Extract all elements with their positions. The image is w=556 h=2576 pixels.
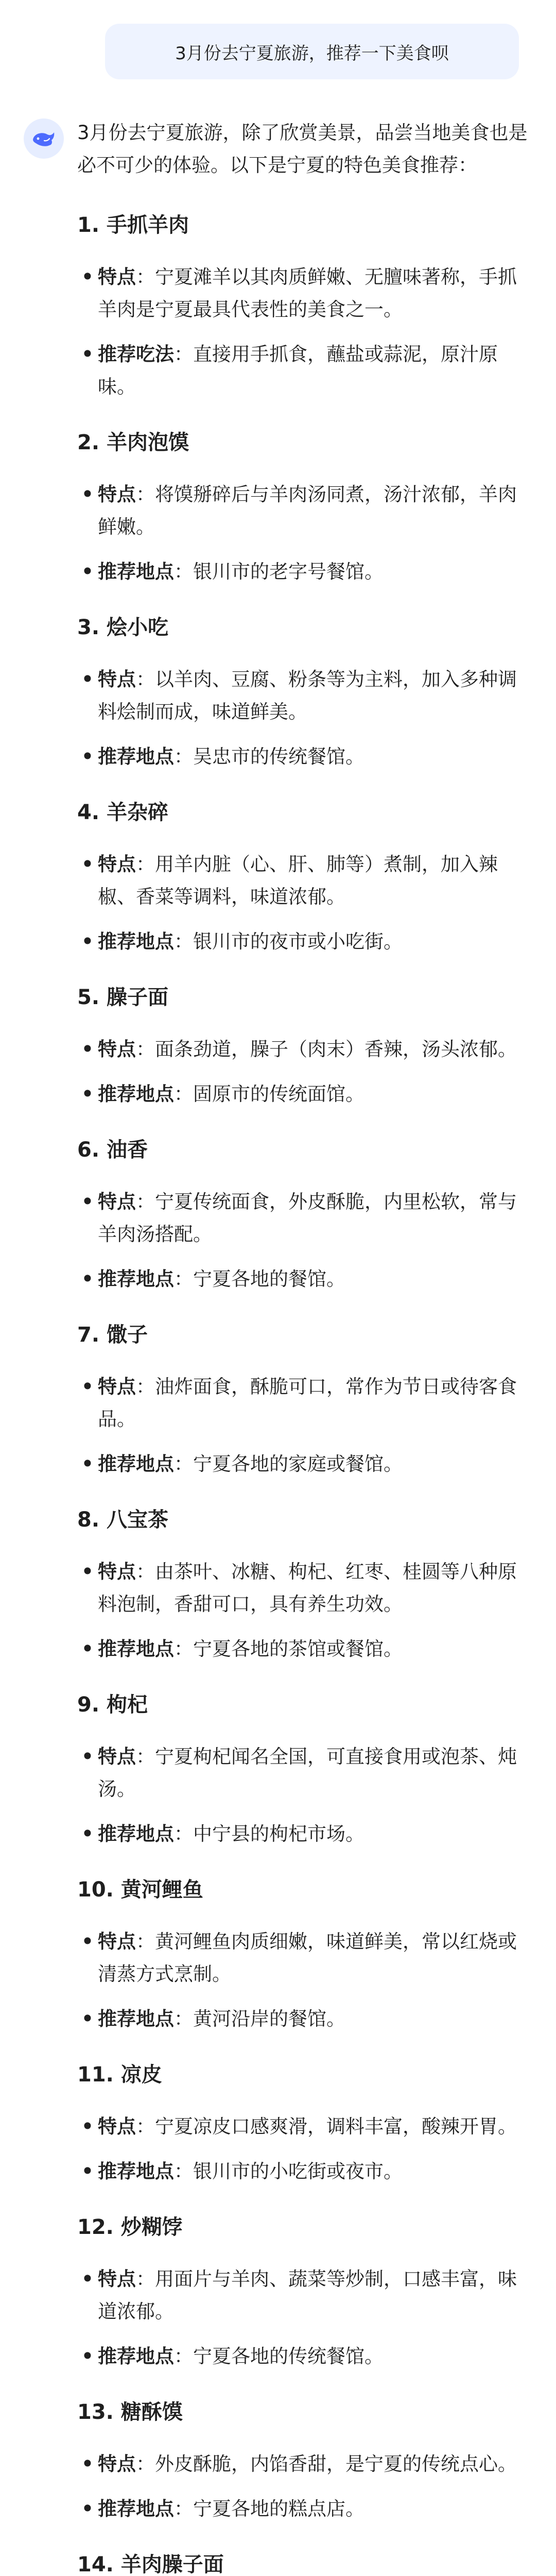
bullet-label: 特点 [98,2453,136,2475]
dish-title: 1. 手抓羊肉 [77,213,189,237]
bullet-item [77,2003,530,2035]
bullet-item [77,555,530,588]
bullet-label: 推荐地点 [98,930,174,953]
bullet-dot: • [81,1745,94,1768]
bullet-label: 推荐地点 [98,1823,174,1845]
bullet-body [98,1370,530,1435]
dish-section [77,1318,530,1480]
bullet-label: 特点 [98,1930,136,1953]
bullet-item [77,663,530,728]
dish-title: 7. 馓子 [77,1323,148,1347]
dish-section [77,2548,530,2576]
bullet-text: ：固原市的传统面馆。 [174,1083,364,1105]
whale-logo-icon [31,128,57,149]
dish-section [77,208,530,403]
bullet-body [98,1925,530,1990]
bullet-body [98,1263,530,1295]
bullet-body [98,663,530,728]
bullet-body [98,261,530,326]
bullet-label: 推荐地点 [98,745,174,768]
bullet-text: ：宁夏各地的餐馆。 [174,1268,345,1290]
bullet-label: 推荐地点 [98,1083,174,1105]
dish-title: 4. 羊杂碎 [77,801,168,824]
dish-title: 13. 糖酥馍 [77,2400,183,2424]
bullet-label: 特点 [98,266,136,288]
dish-title: 12. 炒糊饽 [77,2215,183,2239]
bullet-dot: • [81,853,94,875]
user-message-bubble [105,24,519,79]
bullet-text: ：吴忠市的传统餐馆。 [174,745,364,768]
bullet-text: ：用面片与羊肉、蔬菜等炒制，口感丰富，味道浓郁。 [98,2268,517,2323]
dish-title: 10. 黄河鲤鱼 [77,1878,203,1902]
bullet-body [98,1555,530,1620]
bullet-item [77,2155,530,2188]
bullet-dot: • [81,1268,94,1290]
bullet-text: ：中宁县的枸杞市场。 [174,1823,364,1845]
bullet-text: ：银川市的小吃街或夜市。 [174,2160,403,2182]
bullet-dot: • [81,1930,94,1953]
bullet-item [77,2493,530,2525]
bullet-text: ：油炸面食，酥脆可口，常作为节日或待客食品。 [98,1376,517,1430]
bullet-body [98,2155,530,2188]
bullet-text: ：宁夏各地的家庭或餐馆。 [174,1453,403,1475]
bullet-body [98,1033,530,1065]
dish-section [77,1873,530,2035]
bullet-text: ：面条劲道，臊子（肉末）香辣，汤头浓郁。 [136,1038,517,1060]
bullet-text: ：以羊肉、豆腐、粉条等为主料，加入多种调料烩制而成，味道鲜美。 [98,668,517,723]
bullet-item [77,478,530,543]
bullet-label: 推荐吃法 [98,343,174,365]
dish-title: 11. 凉皮 [77,2063,162,2087]
bullet-text: ：用羊内脏（心、肝、肺等）煮制，加入辣椒、香菜等调料，味道浓郁。 [98,853,498,908]
bullet-text: ：银川市的老字号餐馆。 [174,561,384,583]
bullet-body [98,2340,530,2372]
bullet-item [77,2340,530,2372]
bullet-body [98,848,530,913]
bullet-dot: • [81,1561,94,1583]
bullet-body [98,2448,530,2480]
bullet-item [77,1740,530,1805]
dish-title: 3. 烩小吃 [77,616,168,639]
bullet-text: ：宁夏传统面食，外皮酥脆，内里松软，常与羊肉汤搭配。 [98,1191,517,1245]
bullet-label: 特点 [98,1038,136,1060]
bullet-text: ：黄河鲤鱼肉质细嫩，味道鲜美，常以红烧或清蒸方式烹制。 [98,1930,517,1985]
bullet-dot: • [81,561,94,583]
bullet-dot: • [81,2008,94,2030]
bullet-dot: • [81,2115,94,2138]
assistant-answer [77,116,530,2576]
bullet-item [77,1263,530,1295]
dish-section [77,2395,530,2525]
bullet-body [98,2003,530,2035]
bullet-text: ：黄河沿岸的餐馆。 [174,2008,345,2030]
bullet-item [77,740,530,773]
bullet-label: 推荐地点 [98,1268,174,1290]
bullet-body [98,2493,530,2525]
bullet-body [98,2263,530,2328]
bullet-dot: • [81,2268,94,2290]
bullet-text: ：宁夏凉皮口感爽滑，调料丰富，酸辣开胃。 [136,2115,517,2138]
dish-section [77,611,530,773]
bullet-dot: • [81,1453,94,1475]
bullet-label: 特点 [98,2268,136,2290]
bullet-body [98,1818,530,1850]
dish-list [77,208,530,2576]
bullet-item [77,2448,530,2480]
bullet-body [98,338,530,403]
bullet-text: ：直接用手抓食，蘸盐或蒜泥，原汁原味。 [98,343,498,398]
bullet-dot: • [81,1376,94,1398]
bullet-dot: • [81,930,94,953]
bullet-item [77,848,530,913]
dish-section [77,2058,530,2188]
bullet-body [98,1740,530,1805]
bullet-item [77,1033,530,1065]
bullet-item [77,1633,530,1665]
dish-title: 9. 枸杞 [77,1693,148,1717]
bullet-item [77,1078,530,1110]
bullet-item [77,1185,530,1250]
dish-section [77,2210,530,2372]
bullet-dot: • [81,2453,94,2475]
bullet-label: 特点 [98,2115,136,2138]
bullet-text: ：宁夏滩羊以其肉质鲜嫩、无膻味著称，手抓羊肉是宁夏最具代表性的美食之一。 [98,266,517,320]
bullet-body [98,2110,530,2143]
bullet-dot: • [81,2160,94,2182]
bullet-body [98,1078,530,1110]
bullet-text: ：外皮酥脆，内馅香甜，是宁夏的传统点心。 [136,2453,517,2475]
bullet-body [98,555,530,588]
bullet-dot: • [81,1638,94,1660]
dish-title: 5. 臊子面 [77,986,168,1009]
user-message-text: 3月份去宁夏旅游，推荐一下美食呗 [175,43,449,64]
bullet-body [98,740,530,773]
bullet-item [77,925,530,958]
bullet-body [98,1185,530,1250]
answer-intro: 3月份去宁夏旅游，除了欣赏美景，品尝当地美食也是必不可少的体验。以下是宁夏的特色美食推荐： [77,122,528,176]
bullet-dot: • [81,1191,94,1213]
bullet-item [77,1818,530,1850]
dish-section [77,1133,530,1295]
bullet-body [98,1633,530,1665]
bullet-text: ：银川市的夜市或小吃街。 [174,930,403,953]
dish-section [77,1688,530,1850]
bullet-item [77,1370,530,1435]
bullet-label: 推荐地点 [98,1638,174,1660]
dish-section [77,980,530,1110]
bullet-label: 推荐地点 [98,2345,174,2367]
bullet-item [77,2263,530,2328]
bullet-dot: • [81,745,94,768]
bullet-label: 推荐地点 [98,2498,174,2520]
bullet-item [77,2110,530,2143]
bullet-text: ：宁夏各地的糕点店。 [174,2498,364,2520]
bullet-text: ：宁夏各地的茶馆或餐馆。 [174,1638,403,1660]
bullet-dot: • [81,343,94,365]
bullet-label: 推荐地点 [98,2160,174,2182]
bullet-item [77,1555,530,1620]
dish-section [77,795,530,958]
bullet-item [77,261,530,326]
bullet-dot: • [81,1823,94,1845]
bullet-label: 推荐地点 [98,2008,174,2030]
bullet-body [98,1448,530,1480]
bullet-label: 推荐地点 [98,1453,174,1475]
bullet-body [98,478,530,543]
bullet-label: 特点 [98,1191,136,1213]
bullet-text: ：将馍掰碎后与羊肉汤同煮，汤汁浓郁，羊肉鲜嫩。 [98,483,517,538]
bullet-label: 特点 [98,483,136,505]
dish-title: 2. 羊肉泡馍 [77,431,189,454]
bullet-body [98,925,530,958]
bullet-dot: • [81,483,94,505]
dish-section [77,1503,530,1665]
bullet-label: 特点 [98,1745,136,1768]
bullet-item [77,338,530,403]
bullet-text: ：由茶叶、冰糖、枸杞、红枣、桂圆等八种原料泡制，香甜可口，具有养生功效。 [98,1561,517,1615]
bullet-label: 特点 [98,1561,136,1583]
bullet-text: ：宁夏枸杞闻名全国，可直接食用或泡茶、炖汤。 [98,1745,517,1800]
bullet-item [77,1925,530,1990]
bullet-dot: • [81,266,94,288]
bullet-dot: • [81,2345,94,2367]
dish-title: 6. 油香 [77,1138,148,1162]
bullet-text: ：宁夏各地的传统餐馆。 [174,2345,384,2367]
bullet-dot: • [81,1038,94,1060]
dish-section [77,426,530,588]
assistant-avatar [24,118,64,159]
bullet-dot: • [81,2498,94,2520]
bullet-label: 特点 [98,1376,136,1398]
dish-title: 14. 羊肉臊子面 [77,2553,224,2576]
bullet-label: 特点 [98,853,136,875]
bullet-label: 特点 [98,668,136,690]
bullet-item [77,1448,530,1480]
bullet-label: 推荐地点 [98,561,174,583]
dish-title: 8. 八宝茶 [77,1508,168,1532]
bullet-dot: • [81,668,94,690]
bullet-dot: • [81,1083,94,1105]
